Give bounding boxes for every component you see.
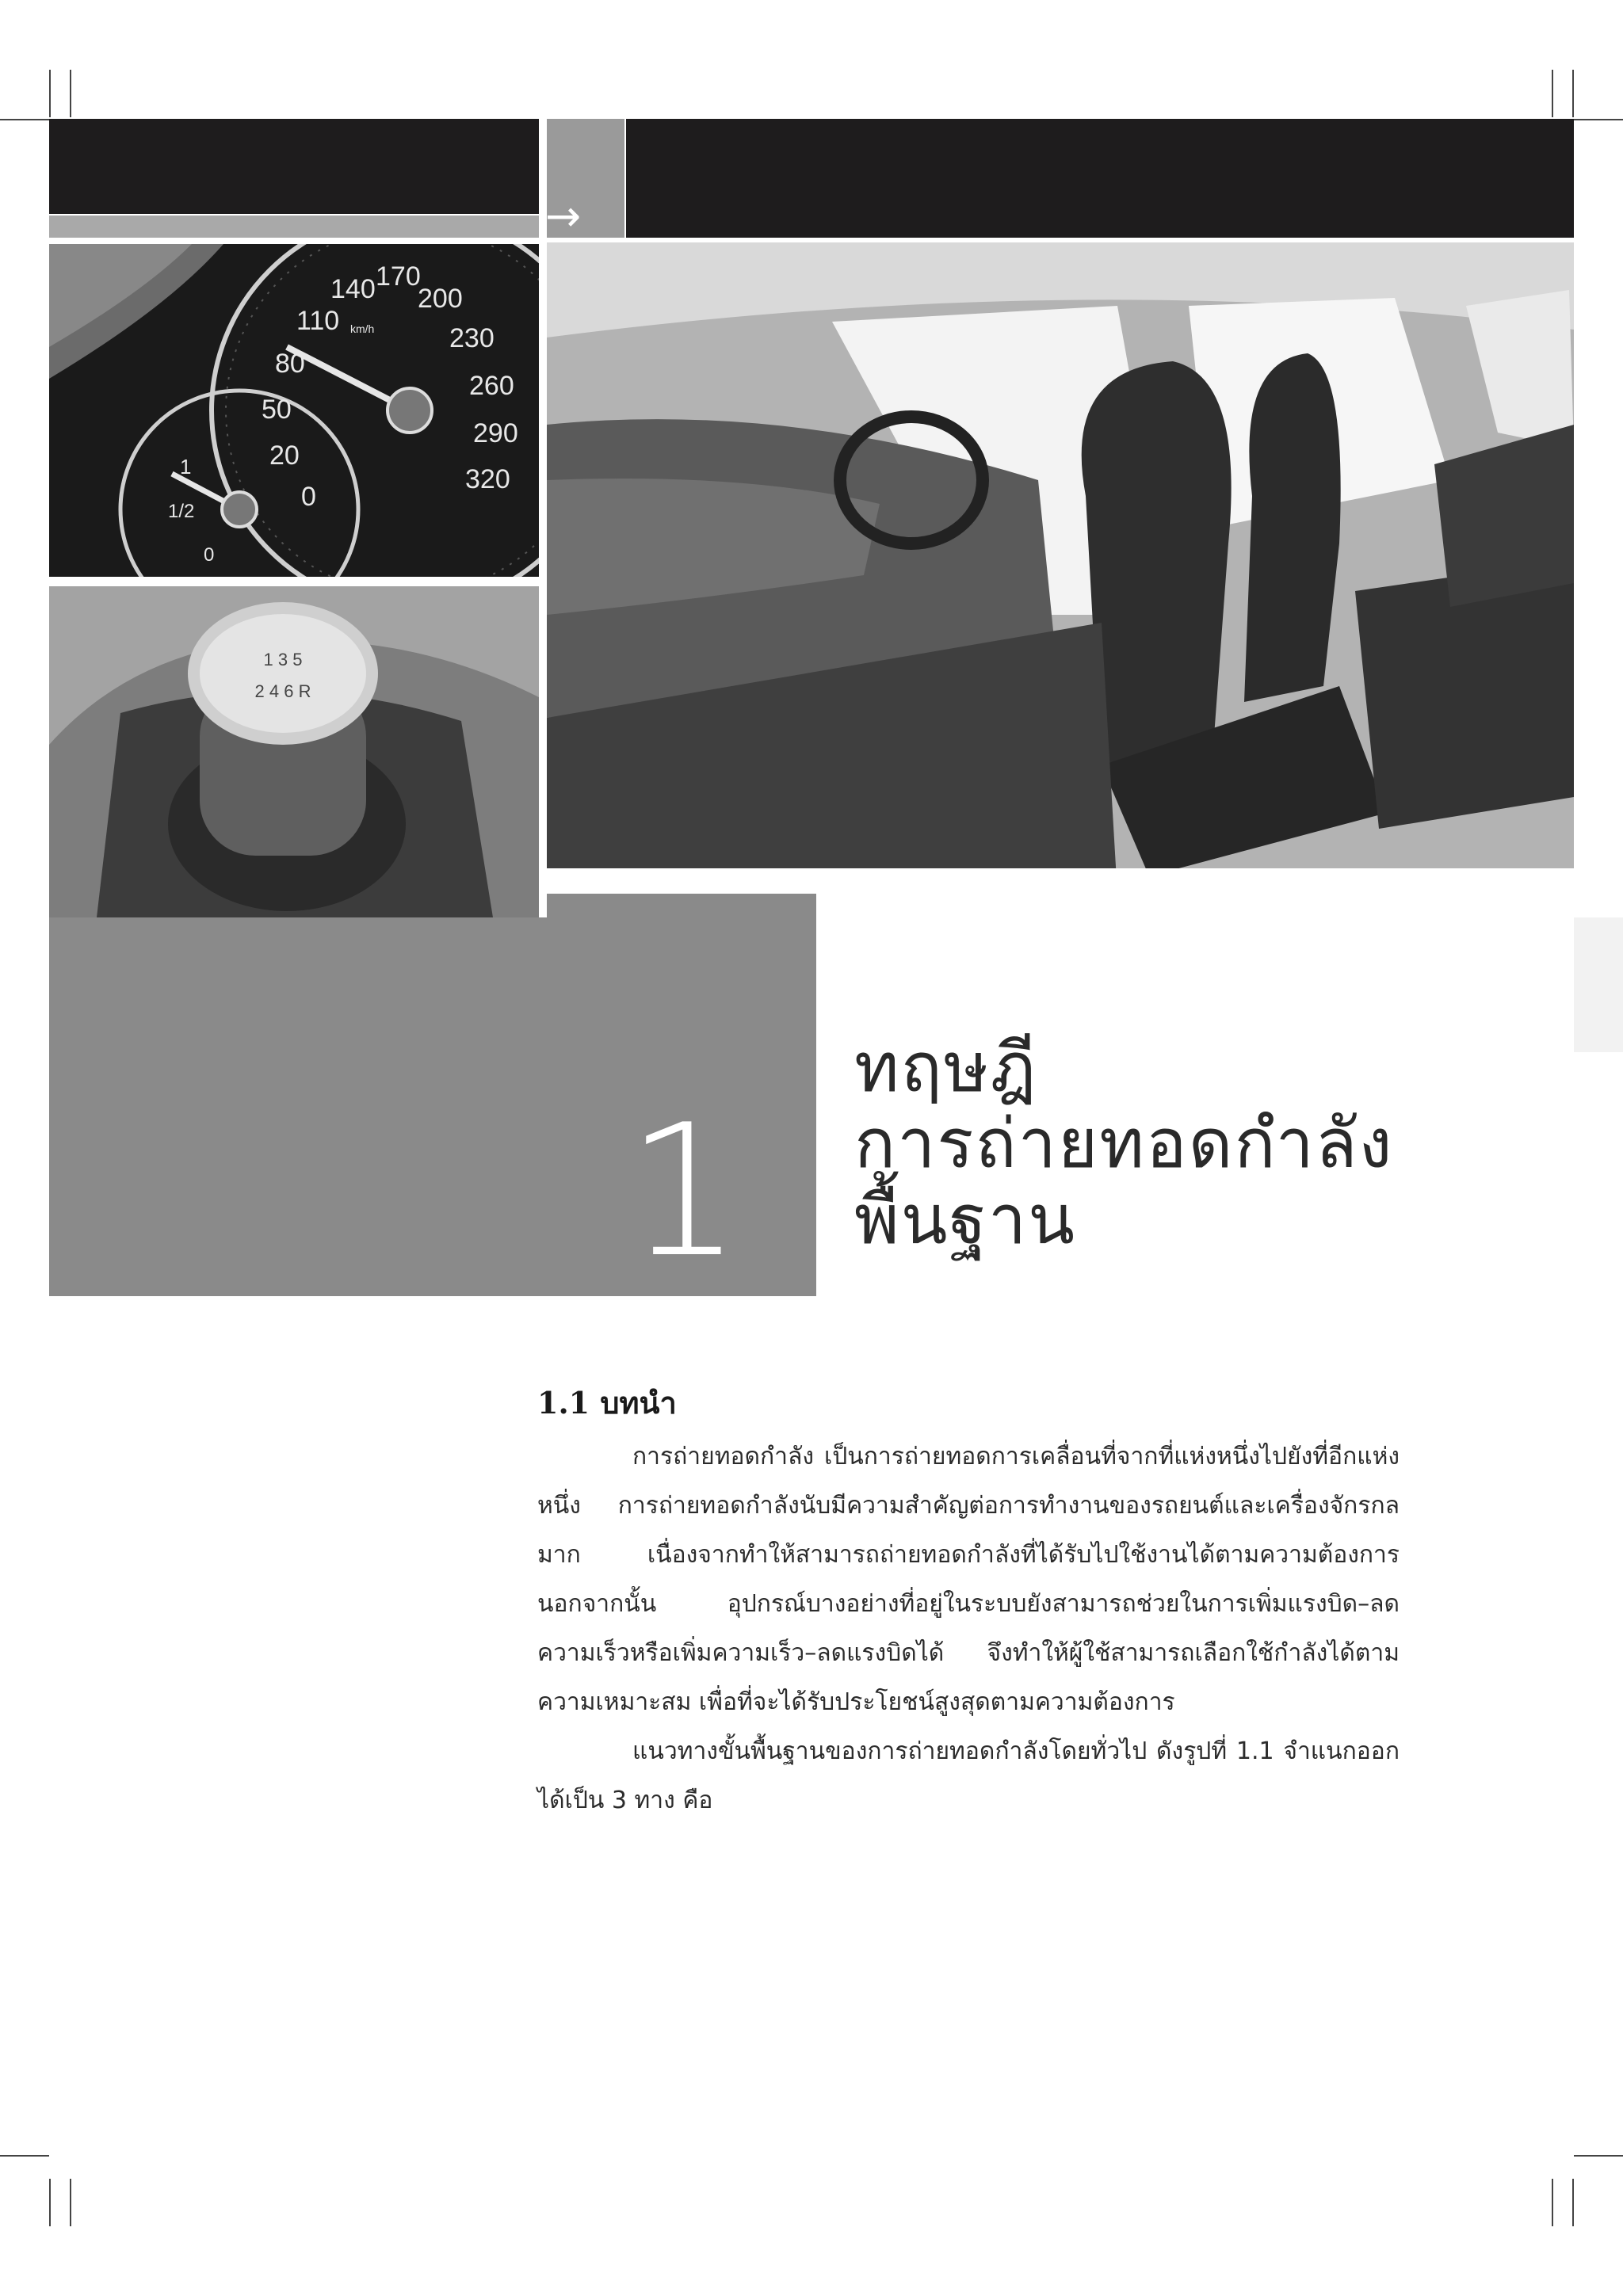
crop-mark	[1574, 2155, 1623, 2157]
speed-label: 20	[269, 441, 300, 471]
arrow-right-icon: →	[545, 191, 582, 241]
gear-pattern-bottom: 2 4 6 R	[254, 681, 311, 701]
speed-label: 320	[465, 464, 510, 494]
speed-label: 110	[296, 306, 340, 336]
fuel-label: 1	[180, 455, 192, 479]
chapter-title	[854, 1030, 1568, 1258]
crop-mark	[0, 2155, 49, 2157]
body-paragraph: การถ่ายทอดกำลัง เป็นการถ่ายทอดการเคลื่อนที่จากที่แห่งหนึ่งไปยังที่อีกแห่งหนึ่ง การถ่ายทอดกำลังนับมีความสำคัญต่อการทำงานของรถยนต์และเครื่องจักรกลมาก เนื่องจากทำให้สามารถถ่ายทอดกำลังที่ได้รับไปใช้งานได้ตามความต้องการ นอกจากนั้น อุปกรณ์บางอย่างที่อยู่ในระบบยังสามารถช่วยในการเพิ่มแรงบิด–ลดความเร็วหรือเพิ่มความเร็ว–ลดแรงบิดได้ จึงทำให้ผู้ใช้สามารถเลือกใช้กำลังได้ตามความเหมาะสม เพื่อที่จะได้รับประโยชน์สูงสุดตามความต้องการ	[537, 1443, 1400, 1716]
header-band-right	[626, 119, 1574, 238]
crop-mark	[1572, 70, 1574, 117]
right-strip	[1574, 917, 1623, 1052]
speed-label: 50	[262, 395, 292, 425]
crop-mark	[49, 2179, 51, 2226]
gear-pattern-top: 1 3 5	[263, 650, 303, 669]
speed-unit: km/h	[350, 322, 375, 335]
speed-label: 0	[301, 482, 316, 512]
crop-mark	[0, 119, 49, 120]
crop-mark	[49, 70, 51, 117]
speed-label: 140	[330, 274, 376, 304]
crop-mark	[1572, 2179, 1574, 2226]
speed-label: 290	[473, 418, 518, 448]
chapter-title-line: การถ่ายทอดกำลัง	[854, 1104, 1394, 1184]
crop-mark	[1552, 2179, 1553, 2226]
fuel-label: 1/2	[168, 501, 195, 522]
speed-label: 80	[275, 349, 305, 379]
car-interior-photo	[547, 242, 1574, 894]
chapter-title-line: พื้นฐาน	[854, 1180, 1077, 1260]
chapter-number-panel-top	[547, 894, 816, 925]
crop-mark	[1552, 70, 1553, 117]
crop-mark	[1574, 119, 1623, 120]
section-heading: 1.1 บทนำ	[537, 1385, 677, 1421]
header-band-left	[49, 119, 539, 214]
body-paragraph: แนวทางขั้นพื้นฐานของการถ่ายทอดกำลังโดยทั่วไป ดังรูปที่ 1.1 จำแนกออกได้เป็น 3 ทาง คือ	[537, 1737, 1400, 1814]
speed-label: 200	[418, 284, 463, 314]
speedometer-photo	[49, 244, 539, 577]
fuel-label: 0	[204, 544, 215, 566]
gear-knob-photo	[49, 586, 539, 917]
crop-mark	[70, 2179, 71, 2226]
speed-label: 170	[376, 261, 421, 292]
chapter-number: 1	[626, 1086, 743, 1298]
chapter-title-line: ทฤษฎี	[854, 1028, 1038, 1108]
crop-mark	[70, 70, 71, 117]
speed-label: 230	[449, 323, 495, 353]
speed-label: 260	[469, 371, 514, 401]
header-band-left-gray	[49, 215, 539, 238]
section-body	[537, 1432, 1400, 1825]
